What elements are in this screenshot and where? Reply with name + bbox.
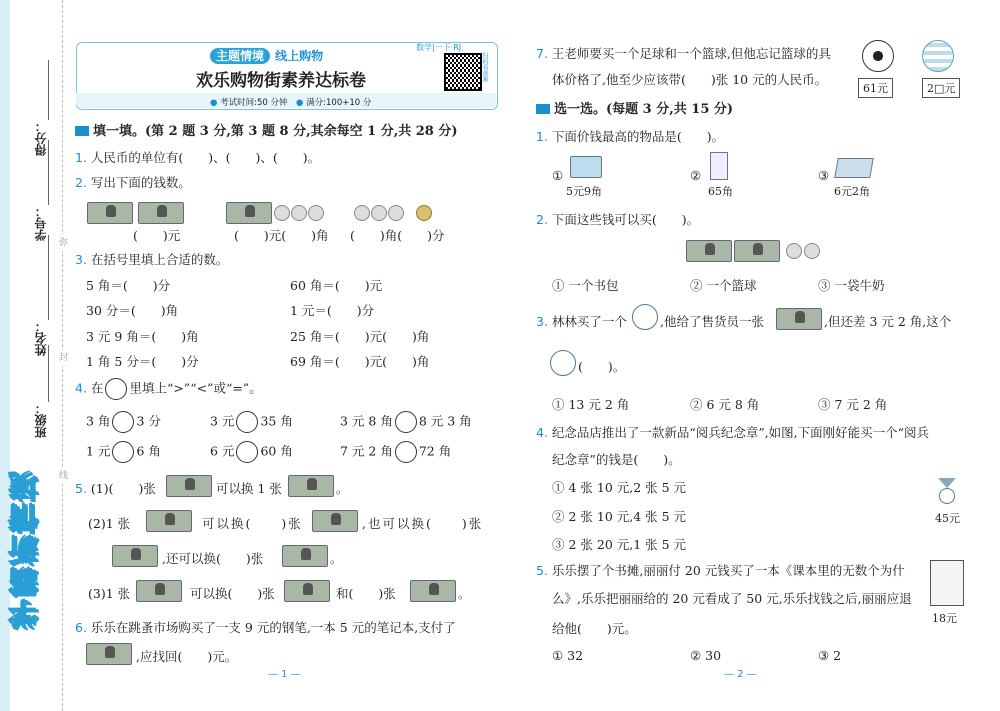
s1-q3-r3-a: 3 元 9 角＝( )角: [86, 329, 199, 344]
section-marker-icon: [536, 104, 550, 114]
qr-caption: 扫码看视频: [481, 52, 488, 82]
pencil-case-icon: [834, 158, 874, 178]
s1-q4-r2-c3: 7 元 2 角 72 角: [340, 441, 451, 463]
name-line: [48, 235, 49, 320]
brand-logo: [6, 470, 52, 710]
football-price-tag: 61元: [858, 78, 893, 98]
s1-q5-3b: 可以换( )张: [190, 586, 275, 601]
banknote-icon: [136, 580, 182, 602]
exam-meta: ● 考试时间:50 分钟 ● 满分:100+10 分: [210, 98, 372, 108]
banknote-icon: [686, 240, 732, 262]
section-marker-icon: [75, 126, 89, 136]
s2-q3-c: ,但还差 3 元 2 角,这个: [824, 314, 952, 329]
alarm-clock-icon: [550, 350, 576, 376]
coin-icon: [804, 243, 820, 259]
brand-logo-text: 学霸新情境: [10, 470, 45, 630]
s2-q3-b: ,他给了售货员一张: [660, 314, 764, 329]
cut-mark-3: 线: [59, 468, 68, 484]
compare-circle-icon: [105, 378, 127, 400]
s1-q7-line1: 7. 王老师要买一个足球和一个篮球,但他忘记篮球的具: [536, 46, 831, 61]
s2-q5-opt1[interactable]: ① 32: [552, 648, 584, 663]
s1-q2-answer2: ( )元( )角: [234, 228, 329, 243]
s1-q3-r1-a: 5 角＝( )分: [86, 278, 171, 293]
theme-tag: 主题情境: [210, 48, 270, 64]
s1-q2: 2. 写出下面的钱数。: [75, 175, 191, 190]
cut-mark-1: 弥: [59, 235, 68, 251]
answer-circle[interactable]: [236, 411, 258, 433]
s1-q4-r1-c2: 3 元 35 角: [210, 411, 293, 433]
coin-icon: [416, 205, 432, 221]
s1-q5-2c: ,也可以换( )张: [362, 516, 484, 531]
banknote-icon: [138, 202, 184, 224]
answer-circle[interactable]: [395, 441, 417, 463]
banknote-icon: [284, 580, 330, 602]
s1-q6-line2: ,应找回( )元。: [136, 649, 238, 664]
s1-q3-r3-b: 25 角＝( )元( )角: [290, 329, 430, 344]
s1-q3-r4-b: 69 角＝( )元( )角: [290, 354, 430, 369]
s2-q1-price2: 65角: [708, 185, 733, 198]
coin-icon: [786, 243, 802, 259]
topic-tag: 线上购物: [275, 49, 324, 63]
s1-q2-answer1: ( )元: [133, 228, 181, 243]
s1-q3-r2-a: 30 分＝( )角: [86, 303, 179, 318]
score-field-line: [48, 60, 49, 120]
banknote-icon: [282, 545, 328, 567]
s2-q3-a: 3. 林林买了一个: [536, 314, 627, 329]
banknote-icon: [776, 308, 822, 330]
s2-q1: 1. 下面价钱最高的物品是( )。: [536, 129, 725, 144]
coin-icon: [388, 205, 404, 221]
banknote-icon: [112, 545, 158, 567]
football-icon: [862, 40, 894, 72]
banknote-icon: [312, 510, 358, 532]
banknote-icon: [166, 475, 212, 497]
s2-q4-opt1[interactable]: ① 4 张 10 元,2 张 5 元: [552, 480, 687, 495]
s2-q2-opt2[interactable]: ② 一个篮球: [690, 278, 757, 293]
page-number-1: — 1 —: [268, 669, 301, 680]
s2-q5-opt2[interactable]: ② 30: [690, 648, 722, 663]
coin-icon: [371, 205, 387, 221]
s2-q4-line2: 纪念章”的钱是( )。: [552, 452, 681, 467]
s2-q4-opt2[interactable]: ② 2 张 10 元,4 张 5 元: [552, 509, 687, 524]
s2-q4-opt3[interactable]: ③ 2 张 20 元,1 张 5 元: [552, 537, 687, 552]
coin-icon: [308, 205, 324, 221]
alarm-clock-icon: [632, 304, 658, 330]
s1-q5-2a: (2)1 张: [88, 516, 131, 531]
s2-q4-price: 45元: [935, 512, 960, 525]
grade-tag: 数学|一下·RJ: [416, 43, 462, 52]
s2-q1-price3: 6元2角: [834, 185, 870, 198]
book-icon: [930, 560, 964, 606]
s2-q2: 2. 下面这些钱可以买( )。: [536, 212, 700, 227]
s2-q1-opt1[interactable]: ①: [552, 168, 564, 183]
pencil-box-icon: [570, 156, 602, 178]
s2-q3-opt1[interactable]: ① 13 元 2 角: [552, 397, 630, 412]
banknote-icon: [226, 202, 272, 224]
s2-q2-opt3[interactable]: ③ 一袋牛奶: [818, 278, 885, 293]
s1-q5-1: 5. (1)( )张: [75, 481, 156, 496]
coin-icon: [291, 205, 307, 221]
student-id-label: 学号：: [34, 205, 48, 241]
s1-q5-1-text: 可以换 1 张: [216, 481, 282, 496]
banknote-icon: [288, 475, 334, 497]
s2-q5-line1: 5. 乐乐摆了个书摊,丽丽付 20 元钱买了一本《课本里的无数个为什: [536, 563, 905, 578]
s1-q5-1-end: 。: [336, 481, 349, 496]
banknote-icon: [734, 240, 780, 262]
basketball-icon: [922, 40, 954, 72]
answer-circle[interactable]: [395, 411, 417, 433]
banknote-icon: [410, 580, 456, 602]
banknote-icon: [86, 643, 132, 665]
basketball-price-tag: 2□元: [922, 78, 960, 98]
s1-q3-r2-b: 1 元＝( )分: [290, 303, 375, 318]
page-title: 欢乐购物街素养达标卷: [196, 71, 366, 91]
s2-q1-opt2[interactable]: ②: [690, 168, 702, 183]
banknote-icon: [87, 202, 133, 224]
cut-mark-2: 封: [59, 350, 68, 366]
s1-q4: 4. 在 里填上“>”“<”或“=”。: [75, 378, 262, 400]
s1-q5-2d: ,还可以换( )张: [162, 551, 264, 566]
s1-q5-2b: 可以换( )张: [202, 516, 303, 531]
student-id-line: [48, 140, 49, 205]
s2-q4-line1: 4. 纪念品店推出了一款新品“阅兵纪念章”,如图,下面刚好能买一个“阅兵: [536, 425, 930, 440]
s2-q3-opt2[interactable]: ② 6 元 8 角: [690, 397, 760, 412]
s1-q4-r2-c1: 1 元 6 角: [86, 441, 161, 463]
class-line: [48, 345, 49, 402]
s2-q5-line3: 给他( )元。: [552, 621, 637, 636]
exam-score: 满分:100+10 分: [306, 98, 372, 108]
notebook-icon: [710, 152, 728, 180]
header-tags: [210, 45, 323, 64]
s2-q1-opt3[interactable]: ③: [818, 168, 830, 183]
answer-circle[interactable]: [236, 441, 258, 463]
s1-q4-r2-c2: 6 元 60 角: [210, 441, 293, 463]
s1-q5-2e: 。: [330, 551, 343, 566]
class-label: 班级：: [34, 402, 48, 438]
page-number-2: — 2 —: [724, 669, 757, 680]
s2-q3-opt3[interactable]: ③ 7 元 2 角: [818, 397, 888, 412]
s1-q3: 3. 在括号里填上合适的数。: [75, 252, 229, 267]
coin-icon: [274, 205, 290, 221]
exam-time: 考试时间:50 分钟: [220, 98, 288, 108]
s1-q5-3d: 。: [458, 586, 471, 601]
s2-q2-opt1[interactable]: ① 一个书包: [552, 278, 619, 293]
score-field-label: 得分：: [34, 120, 48, 156]
s2-q5-opt3[interactable]: ③ 2: [818, 648, 842, 663]
s1-q6-line1: 6. 乐乐在跳蚤市场购买了一支 9 元的钢笔,一本 5 元的笔记本,支付了: [75, 620, 456, 635]
coin-icon: [354, 205, 370, 221]
name-label: 姓名：: [34, 320, 48, 356]
banknote-icon: [146, 510, 192, 532]
s1-q4-r1-c3: 3 元 8 角 8 元 3 角: [340, 411, 472, 433]
answer-circle[interactable]: [112, 411, 134, 433]
section2-title: 选一选。(每题 3 分,共 15 分): [536, 98, 733, 117]
s1-q5-3c: 和( )张: [336, 586, 396, 601]
s1-q3-r1-b: 60 角＝( )元: [290, 278, 383, 293]
s2-q1-price1: 5元9角: [566, 185, 602, 198]
s1-q3-r4-a: 1 角 5 分＝( )分: [86, 354, 199, 369]
qr-code: [444, 53, 482, 91]
answer-circle[interactable]: [112, 441, 134, 463]
s1-q4-r1-c1: 3 角 3 分: [86, 411, 161, 433]
s2-q5-line2: 么》,乐乐把丽丽给的 20 元看成了 50 元,乐乐找钱之后,丽丽应退: [552, 591, 912, 606]
s2-q3-d: ( )。: [578, 359, 626, 374]
s1-q1: 1. 人民币的单位有( )、( )、( )。: [75, 150, 321, 165]
s1-q2-answer3: ( )角( )分: [350, 228, 445, 243]
s2-q5-price: 18元: [932, 612, 957, 625]
section1-title: 填一填。(第 2 题 3 分,第 3 题 8 分,其余每空 1 分,共 28 分): [75, 120, 458, 139]
s1-q5-3a: (3)1 张: [88, 586, 131, 601]
medal-icon: [938, 478, 956, 502]
s1-q7-line2: 体价格了,他至少应该带( )张 10 元的人民币。: [552, 72, 828, 87]
